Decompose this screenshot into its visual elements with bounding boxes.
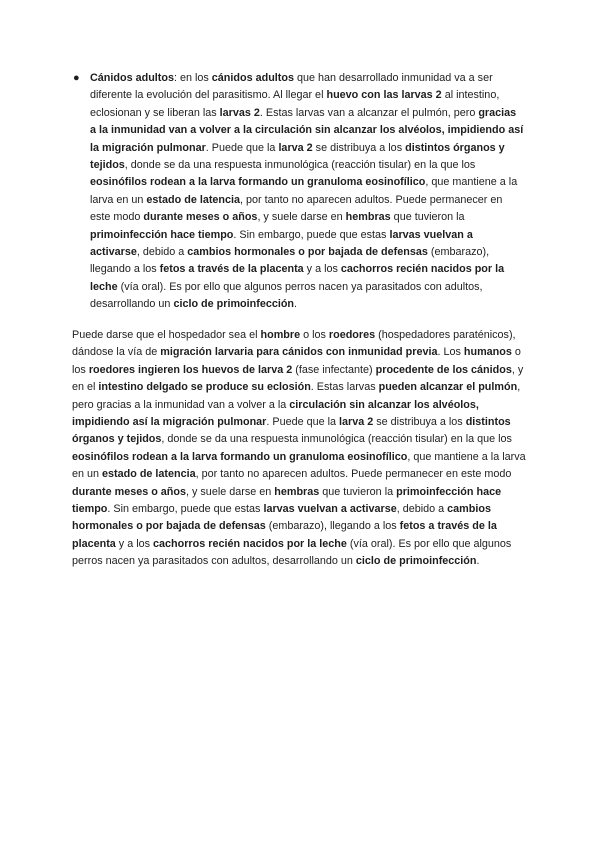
bullet-text-segment: se distribuya a los [312,141,406,154]
paragraph-text-segment: cachorros recién nacidos por la leche [153,537,347,550]
paragraph-text-segment: o los [300,329,329,341]
paragraph-text-segment: . [476,555,480,568]
body-paragraph [72,327,530,571]
paragraph-text-segment: roedores [328,329,376,341]
paragraph-text-segment: , y suele darse en [186,485,275,498]
paragraph-text-segment: (embarazo), llegando a los [265,520,400,533]
paragraph-text-segment: larvas vuelvan a activarse [263,503,397,516]
bullet-text-segment: ciclo de primoinfección [173,298,295,311]
bullet-text-segment: , y suele darse en [257,211,346,224]
paragraph-text-segment: (fase infectante) [292,363,376,376]
bullet-text-segment: huevo con las larvas 2 [326,89,442,102]
bullet-text-segment: (embarazo), llegando a los [90,246,490,276]
paragraph-text-segment: estado de latencia [102,468,196,481]
paragraph-text-segment: fetos a través de la placenta [72,520,497,550]
bullet-text-segment: , debido a [136,246,188,259]
bullet-text-segment: distintos órganos y tejidos [90,141,505,172]
bullet-text-segment: . Sin embargo, puede que estas [233,228,390,241]
paragraph-text-segment: . Estas larvas [310,381,379,394]
bullet-paragraph [90,70,525,314]
paragraph-text-segment: intestino delgado se produce su eclosión [98,381,311,394]
paragraph-text-segment: , pero gracias a la inmunidad van a volver a la [72,381,521,411]
paragraph-text-segment: distintos órganos y tejidos [72,416,511,446]
bullet-text-segment: primoinfección hace tiempo [90,228,234,241]
paragraph-text-segment: circulación sin alcanzar los alvéolos, impidiendo así la migración pulmonar [72,398,479,429]
bullet-text-segment: , que mantiene a la larva en un [90,176,518,206]
bullet-text-segment: fetos a través de la placenta [159,263,304,276]
paragraph-text-segment: que tuvieron la [319,485,397,498]
bullet-icon: ● [73,72,80,84]
paragraph-text-segment: o los [72,346,521,376]
bullet-text-segment: al intestino, eclosionan y se liberan las [90,89,500,119]
paragraph-text-segment: . Sin embargo, puede que estas [107,503,264,516]
paragraph-text-segment: y a los [115,537,154,550]
bullet-text-segment: . [294,298,298,311]
paragraph-text-segment: Puede darse que el hospedador sea el [72,329,261,341]
bullet-text-segment: durante meses o años [143,211,258,224]
paragraph-text-segment: , y en el [72,363,524,394]
paragraph-text-segment: hombre [260,329,301,341]
paragraph-text-segment: larva 2 [339,416,374,429]
bullet-text-segment: cánidos adultos [211,72,294,84]
paragraph-text-segment: se distribuya a los [373,416,466,429]
bullet-list-item [73,70,525,314]
bullet-text-segment: cambios hormonales o por bajada de defensas [187,246,428,259]
body-paragraph-block [72,327,530,571]
bullet-text-segment: Cánidos adultos [90,72,174,84]
bullet-text-segment: , donde se da una respuesta inmunológica (reacción tisular) en la que los [124,159,476,172]
paragraph-text-segment: hembras [274,485,320,498]
paragraph-text-segment: , donde se da una respuesta inmunológica (reacción tisular) en la que los [161,433,512,446]
bullet-text-segment: larva 2 [278,141,313,154]
bullet-text-segment: larvas 2 [219,106,260,119]
paragraph-text-segment: (hospedadores paraténicos), dándose la vía de [72,329,516,359]
bullet-text-segment: . Estas larvas van a alcanzar el pulmón, pero [259,106,479,119]
bullet-text-segment: cachorros recién nacidos por la leche [90,263,505,293]
paragraph-text-segment: humanos [463,346,512,359]
bullet-text-segment: hembras [345,211,391,224]
paragraph-text-segment: cambios hormonales o por bajada de defensas [72,503,491,533]
paragraph-text-segment: pueden alcanzar el pulmón [378,381,518,394]
paragraph-text-segment: . Puede que la [266,416,340,429]
paragraph-text-segment: ciclo de primoinfección [355,555,477,568]
bullet-text-segment: eosinófilos rodean a la larva formando un granuloma eosinofílico [90,176,426,189]
bullet-text-segment: gracias a la inmunidad van a volver a la circulación sin alcanzar los alvéolos, impidiendo así la migración pulmonar [90,106,524,154]
paragraph-text-segment: eosinófilos rodean a la larva formando un granuloma eosinofílico [72,450,408,463]
bullet-text-segment: : en los [173,72,212,84]
bullet-text-segment: estado de latencia [146,193,241,206]
paragraph-text-segment: (vía oral). Es por ello que algunos perros nacen ya parasitados con adultos, desarrollando un [72,537,512,568]
paragraph-text-segment: roedores ingieren los huevos de larva 2 [88,363,293,376]
bullet-text-segment: . Puede que la [205,141,279,154]
bullet-text-segment: , por tanto no aparecen adultos. Puede permanecer en este modo [90,193,503,224]
paragraph-text-segment: migración larvaria para cánidos con inmunidad previa [160,346,438,359]
paragraph-text-segment: durante meses o años [72,485,187,498]
paragraph-text-segment: procedente de los cánidos [375,363,512,376]
paragraph-text-segment: , que mantiene a la larva en un [72,450,526,481]
paragraph-text-segment: , debido a [396,503,448,516]
bullet-text-segment: y a los [303,263,341,276]
paragraph-text-segment: , por tanto no aparecen adultos. Puede permanecer en este modo [195,468,512,481]
paragraph-text-segment: primoinfección hace tiempo [72,485,502,516]
bullet-text-segment: larvas vuelvan a activarse [90,228,473,259]
bullet-text-segment: que han desarrollado inmunidad va a ser diferente la evolución del parasitismo. Al llegar el [90,72,493,102]
bullet-text-segment: que tuvieron la [390,211,465,224]
bullet-text-segment: (vía oral). Es por ello que algunos perros nacen ya parasitados con adultos, desarrollando un [90,280,483,311]
paragraph-text-segment: . Los [437,346,464,359]
